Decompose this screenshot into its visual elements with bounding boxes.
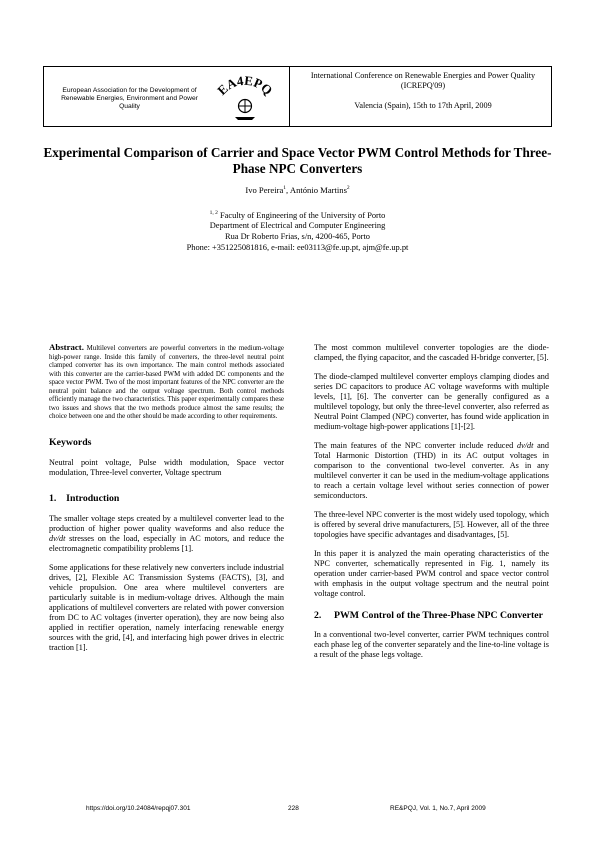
doi-link[interactable]: https://doi.org/10.24084/repqj07.301 <box>86 805 191 812</box>
affiliation-faculty: Faculty of Engineering of the University of Porto <box>217 210 386 220</box>
header-divider <box>289 67 290 126</box>
paragraph <box>49 514 284 554</box>
abstract-heading: Abstract. <box>49 342 84 352</box>
conference-header <box>43 66 552 127</box>
paragraph-text: stresses on the load, especially in AC motors, and reduce the electromagnetic compatibility problems [1]. <box>49 533 284 553</box>
svg-text:EA4EPQ: EA4EPQ <box>214 73 276 98</box>
paragraph: In a conventional two-level converter, carrier PWM techniques control each phase leg of the converter separately and the line-to-line voltage is a result of the phase legs voltage. <box>314 630 549 659</box>
paragraph-italic: dv/dt <box>49 533 66 543</box>
paragraph: The most common multilevel converter topologies are the diode-clamped, the flying capacitor, and the cascaded H-bridge converter, [5]. <box>314 343 549 362</box>
keywords-heading: Keywords <box>49 436 92 448</box>
paragraph-text: The smaller voltage steps created by a multilevel converter lead to the production of higher power quality waveforms and also reduce the <box>49 513 284 533</box>
conference-name: International Conference on Renewable Energies and Power Quality (ICREPQ'09) <box>310 71 536 90</box>
conference-location: Valencia (Spain), 15th to 17th April, 2009 <box>354 101 492 110</box>
affiliation-block <box>40 208 555 253</box>
association-name: European Association for the Development of Renewable Energies, Environment and Power Quality <box>61 87 198 110</box>
affiliation-department: Department of Electrical and Computer Engineering <box>209 221 386 231</box>
page-footer <box>86 805 526 815</box>
paragraph <box>314 441 549 501</box>
right-column <box>314 343 549 669</box>
affiliation-mark: 1, 2 <box>209 210 218 216</box>
paragraph-italic: dv/dt <box>516 441 534 450</box>
section-2-heading <box>314 611 549 621</box>
journal-citation: RE&PQJ, Vol. 1, No.7, April 2009 <box>390 805 486 812</box>
abstract-text: Multilevel converters are powerful converters in the medium-voltage high-power range. Inside this family of converters, the three-level neutral point clamped converter has its own importance. The main control methods associated with this converter are the carrier-based PWM with added DC components and the space vector PWM. Two of the most important features of the NPC converter are the neutral point balance and the output voltage spectrum. Both control methods efficiently manage the two characteristics. This paper experimentally compares these two issues and shows that the two methods produce almost the same results; the choice between one and the other should be made according to other requirements. <box>49 345 284 421</box>
author-affiliation-mark: 1 <box>283 185 287 192</box>
author-separator: , <box>286 185 290 195</box>
author-list <box>40 185 555 195</box>
affiliation-contact: Phone: +351225081816, e-mail: ee03113@fe.up.pt, ajm@fe.up.pt <box>186 242 409 252</box>
section-title: PWM Control of the Three-Phase NPC Converter <box>334 610 543 621</box>
keywords-text: Neutral point voltage, Pulse width modulation, Space vector modulation, Three-level converter, Voltage spectrum <box>49 457 284 477</box>
author-name: Ivo Pereira <box>245 185 284 195</box>
paragraph-text: and Total Harmonic Distortion (THD) in its AC output voltages in comparison to the conventional two-level converter. As in any multilevel converter it can be used in the medium-voltage applications to reach a certain voltage level without series connection of power semiconductors. <box>314 441 549 500</box>
paragraph: In this paper it is analyzed the main operating characteristics of the NPC converter, schematically represented in Fig. 1, namely its operation under carrier-based PWM control and space vector control with emphasis in the output voltage spectrum and the neutral point voltage control. <box>314 549 549 598</box>
paragraph: The three-level NPC converter is the most widely used topology, which is offered by several drive manufacturers, [5]. However, all of the three topologies have specific advantages and disadvantages, [5]. <box>314 510 549 539</box>
author-affiliation-mark: 2 <box>346 185 350 192</box>
affiliation-address: Rua Dr Roberto Frias, s/n, 4200-465, Porto <box>225 231 370 241</box>
paper-title: Experimental Comparison of Carrier and Space Vector PWM Control Methods for Three-Phase NPC Converters <box>43 145 552 176</box>
conference-info <box>296 71 550 111</box>
left-column <box>49 343 284 662</box>
author-name: António Martins <box>289 185 347 195</box>
ea4epq-logo <box>209 73 281 123</box>
paragraph-text: The main features of the NPC converter include reduced <box>314 441 517 450</box>
introduction-heading: 1. Introduction <box>49 492 120 504</box>
abstract <box>49 343 284 422</box>
paragraph: Some applications for these relatively new converters include industrial drives, [2], Flexible AC Transmission Systems (FACTS), [3], and vehicle propulsion. One area where multilevel converters are particularly suitable is in medium-voltage drives. Although the main applications of multilevel converters are related with power conversion from DC to AC voltages (inverter operation), they are now being also applied in rectifier operation, namely interfacing renewable energy sources with the grid, [4], and interfacing high power drives in electric traction [1]. <box>49 562 284 652</box>
section-number: 2. <box>314 610 322 621</box>
paragraph: The diode-clamped multilevel converter employs clamping diodes and series DC capacitors to produce AC voltage waveforms with multiple levels, [1], [6]. The converter can be generally configured as a multilevel topology, but only the three-level converter, also referred as Neutral Point Clamped (NPC) converter, has found wide application in medium-voltage high-power applications [1]-[2]. <box>314 372 549 431</box>
page-number: 228 <box>288 805 299 812</box>
